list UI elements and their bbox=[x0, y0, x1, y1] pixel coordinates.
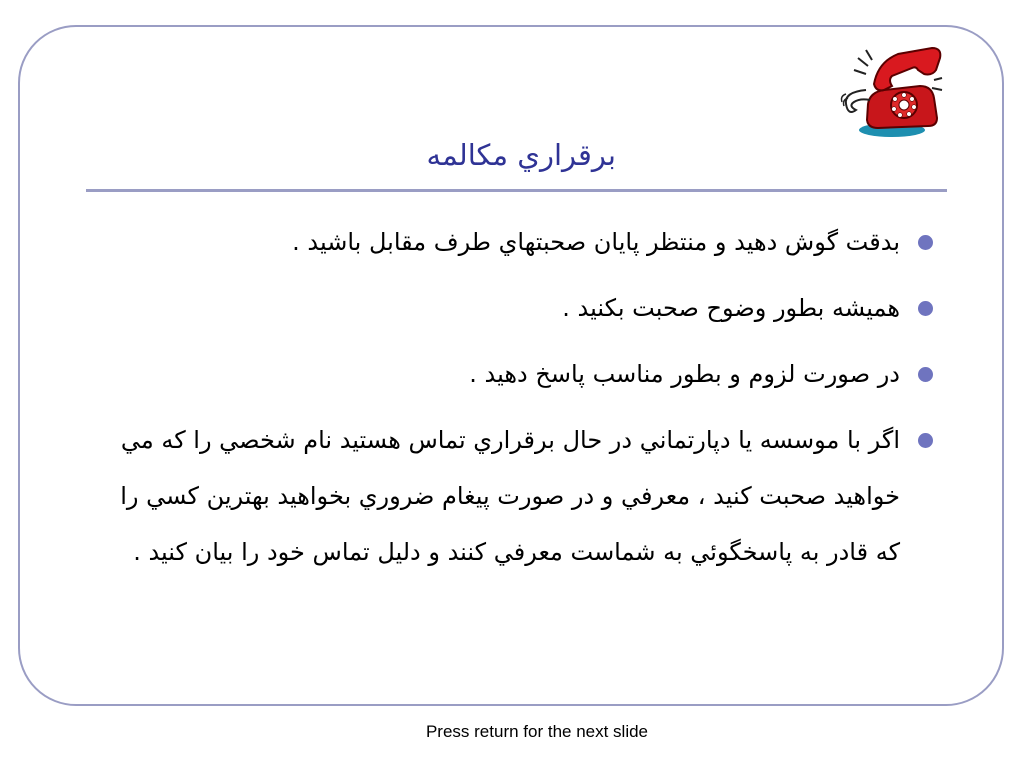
bullet-list bbox=[100, 214, 940, 590]
red-telephone-icon bbox=[834, 40, 944, 140]
slide-title: برقراري مكالمه bbox=[426, 138, 616, 172]
next-slide-hint: Press return for the next slide bbox=[425, 722, 649, 741]
bullet-text: اگر با موسسه يا دپارتماني در حال برقراري تماس هستيد نام شخصي را كه مي خواهيد صحبت كنيد ، معرفي و در صورت پيغام ضروري بخواهيد بهترين كسي را كه قادر به پاسخگوئي به شماست معرفي كنند و دليل تماس خود را بيان كنيد . bbox=[120, 426, 900, 566]
bullet-item bbox=[100, 214, 940, 270]
bullet-dot-icon bbox=[918, 367, 933, 382]
bullet-text: در صورت لزوم و بطور مناسب پاسخ دهيد . bbox=[469, 360, 900, 388]
bullet-item bbox=[100, 346, 940, 402]
bullet-dot-icon bbox=[918, 235, 933, 250]
bullet-dot-icon bbox=[918, 301, 933, 316]
bullet-text: هميشه بطور وضوح صحبت بكنيد . bbox=[562, 294, 900, 322]
bullet-text: بدقت گوش دهيد و منتظر پايان صحبتهاي طرف مقابل باشيد . bbox=[292, 228, 900, 256]
bullet-dot-icon bbox=[918, 433, 933, 448]
bullet-item bbox=[100, 280, 940, 336]
title-divider bbox=[86, 189, 947, 192]
bullet-item bbox=[100, 412, 940, 580]
